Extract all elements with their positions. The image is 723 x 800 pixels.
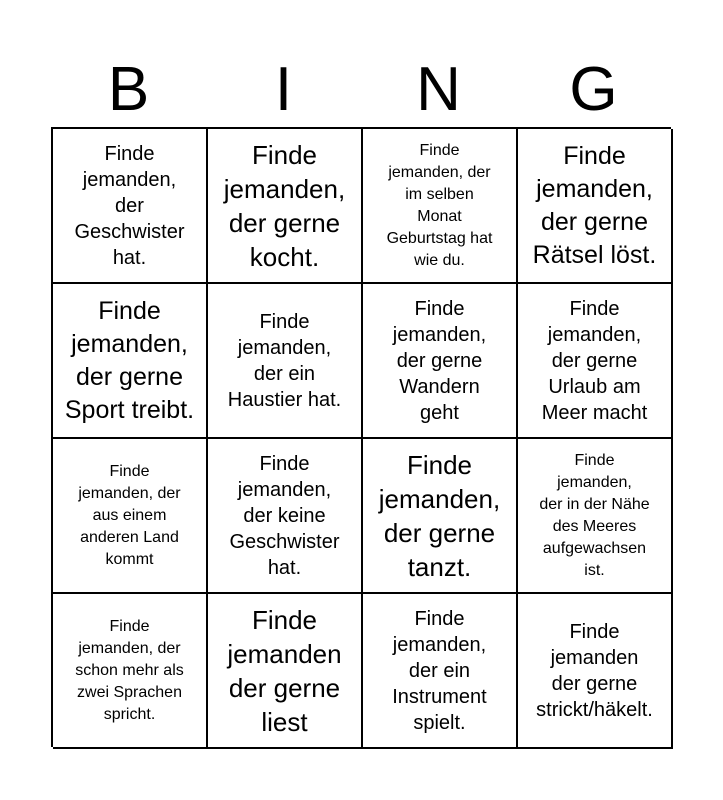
bingo-cell[interactable] (208, 594, 363, 749)
bingo-cell[interactable] (363, 129, 518, 284)
cell-text: Finde jemanden, der gerne Rätsel löst. (532, 141, 657, 269)
cell-text: Finde jemanden, der schon mehr als zwei Sprachen spricht. (75, 617, 184, 723)
cell-text: Finde jemanden, der im selben Monat Geburtstag hat wie du. (386, 141, 493, 269)
header-letter-g: G (569, 55, 618, 124)
bingo-cell[interactable] (363, 284, 518, 439)
bingo-cell[interactable] (208, 129, 363, 284)
cell-text: Finde jemanden, der gerne kocht. (223, 139, 346, 272)
cell-text: Finde jemanden, der ein Instrument spielt. (392, 607, 487, 734)
cell-text: Finde jemanden, der gerne Urlaub am Meer macht (541, 297, 648, 424)
bingo-cell[interactable] (53, 284, 208, 439)
bingo-grid (51, 127, 671, 747)
bingo-header (51, 52, 671, 128)
bingo-cell[interactable] (518, 284, 673, 439)
bingo-cell[interactable] (363, 594, 518, 749)
header-letter-b: B (107, 55, 150, 124)
cell-text: Finde jemanden, der ein Haustier hat. (227, 310, 342, 411)
cell-text: Finde jemanden, der gerne Wandern geht (392, 297, 487, 424)
bingo-cell[interactable] (53, 594, 208, 749)
bingo-cell[interactable] (518, 439, 673, 594)
cell-text: Finde jemanden, der Geschwister hat. (74, 142, 185, 269)
cell-text: Finde jemanden, der in der Nähe des Meeres aufgewachsen ist. (539, 451, 650, 579)
cell-text: Finde jemanden der gerne strickt/häkelt. (536, 620, 653, 721)
header-letter-n: N (416, 55, 461, 124)
cell-text: Finde jemanden, der keine Geschwister hat. (229, 452, 340, 579)
header-letter-i: I (274, 55, 293, 124)
cell-text: Finde jemanden, der gerne tanzt. (378, 449, 501, 582)
cell-text: Finde jemanden, der aus einem anderen Land kommt (78, 462, 181, 568)
cell-text: Finde jemanden der gerne liest (227, 604, 342, 737)
bingo-cell[interactable] (53, 129, 208, 284)
bingo-cell[interactable] (518, 129, 673, 284)
bingo-cell[interactable] (518, 594, 673, 749)
bingo-cell[interactable] (363, 439, 518, 594)
cell-text: Finde jemanden, der gerne Sport treibt. (64, 296, 195, 424)
bingo-cell[interactable] (208, 284, 363, 439)
bingo-cell[interactable] (208, 439, 363, 594)
bingo-cell[interactable] (53, 439, 208, 594)
